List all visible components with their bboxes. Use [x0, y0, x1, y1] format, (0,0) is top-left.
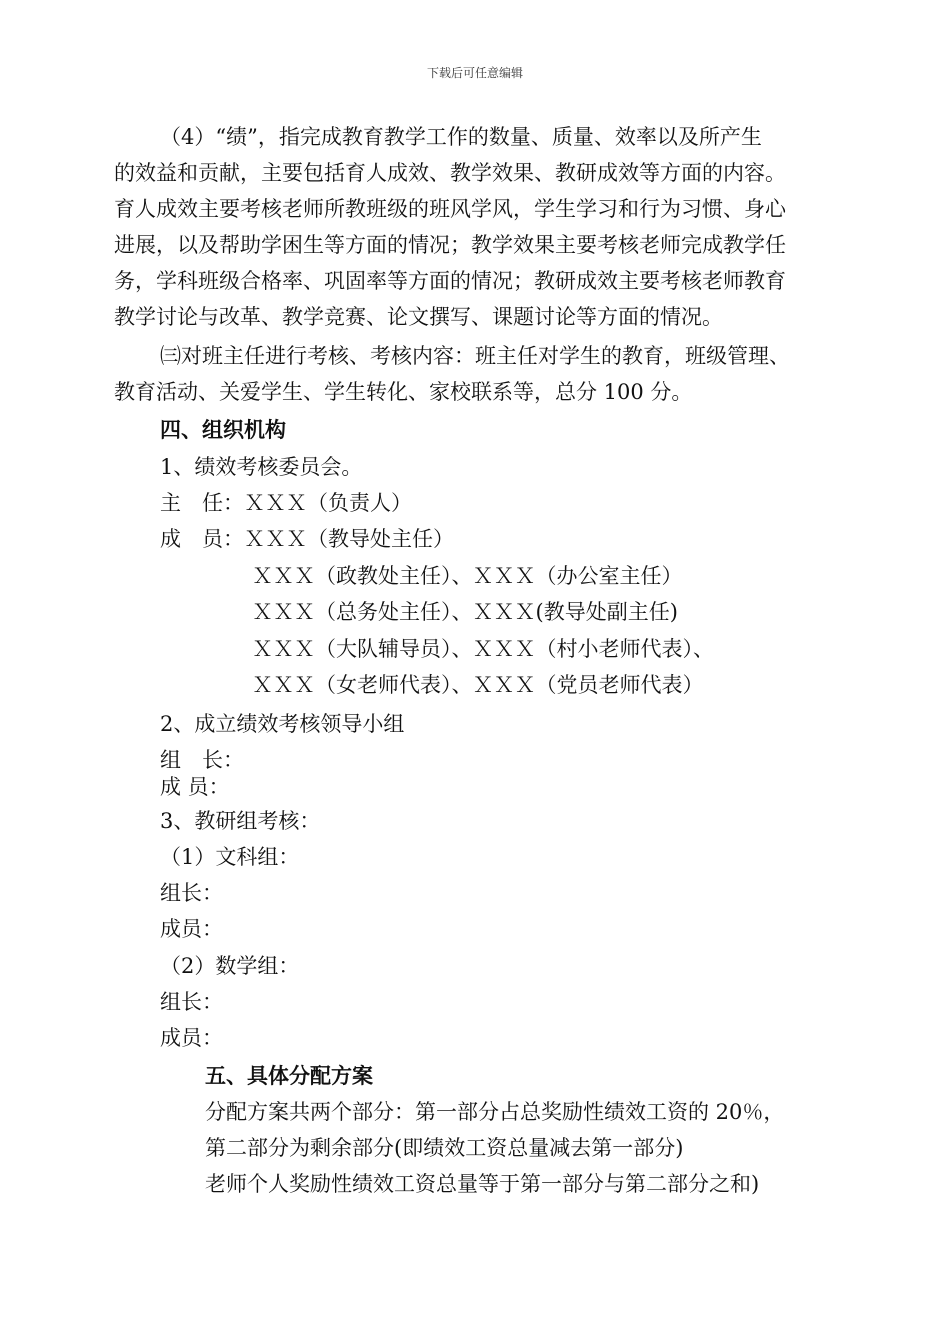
- group1-title: （1）文科组：: [160, 845, 300, 869]
- para4-line6: 教学讨论与改革、教学竞赛、论文撰写、课题讨论等方面的情况。: [114, 305, 723, 329]
- para4-line5: 务，学科班级合格率、巩固率等方面的情况；教研成效主要考核老师教育: [114, 269, 786, 293]
- group1-members: 成员：: [160, 917, 223, 941]
- committee-member-line3: ＸＸＸ（总务处主任）、ＸＸＸ(教导处副主任): [252, 600, 678, 624]
- para3-line2: 教育活动、关爱学生、学生转化、家校联系等，总分 100 分。: [114, 380, 693, 404]
- para4-line3: 育人成效主要考核老师所教班级的班风学风，学生学习和行为习惯、身心: [114, 197, 786, 221]
- group2-title: （2）数学组：: [160, 954, 300, 978]
- section5-title: 五、具体分配方案: [205, 1063, 373, 1088]
- section5-line3: 老师个人奖励性绩效工资总量等于第一部分与第二部分之和): [205, 1172, 760, 1196]
- committee-members: 成 员：ＸＸＸ（教导处主任）: [160, 527, 454, 551]
- section4-item2: 2、成立绩效考核领导小组: [160, 712, 405, 736]
- para3-line1: ㈢对班主任进行考核、考核内容：班主任对学生的教育，班级管理、: [160, 344, 790, 368]
- group2-leader: 组长：: [160, 990, 223, 1014]
- section5-line1: 分配方案共两个部分：第一部分占总奖励性绩效工资的 20％，: [205, 1100, 785, 1124]
- committee-member-line2: ＸＸＸ（政教处主任）、ＸＸＸ（办公室主任）: [252, 564, 683, 588]
- page-header-note: 下载后可任意编辑: [426, 66, 523, 80]
- committee-director: 主 任：ＸＸＸ（负责人）: [160, 491, 412, 515]
- section5-line2: 第二部分为剩余部分(即绩效工资总量减去第一部分): [205, 1136, 684, 1160]
- para4-line4: 进展，以及帮助学困生等方面的情况；教学效果主要考核老师完成教学任: [114, 233, 786, 257]
- para4-line1: （4）“绩”，指完成教育教学工作的数量、质量、效率以及所产生: [160, 125, 762, 149]
- group-members: 成 员：: [160, 775, 230, 799]
- group2-members: 成员：: [160, 1026, 223, 1050]
- section4-item3: 3、教研组考核：: [160, 809, 321, 833]
- group-leader: 组 长：: [160, 748, 244, 772]
- group1-leader: 组长：: [160, 881, 223, 905]
- section4-title: 四、组织机构: [160, 417, 286, 442]
- committee-member-line4: ＸＸＸ（大队辅导员）、ＸＸＸ（村小老师代表）、: [252, 637, 714, 661]
- committee-member-line5: ＸＸＸ（女老师代表）、ＸＸＸ（党员老师代表）: [252, 673, 704, 697]
- para4-line2: 的效益和贡献，主要包括育人成效、教学效果、教研成效等方面的内容。: [114, 161, 786, 185]
- section4-item1: 1、绩效考核委员会。: [160, 455, 363, 479]
